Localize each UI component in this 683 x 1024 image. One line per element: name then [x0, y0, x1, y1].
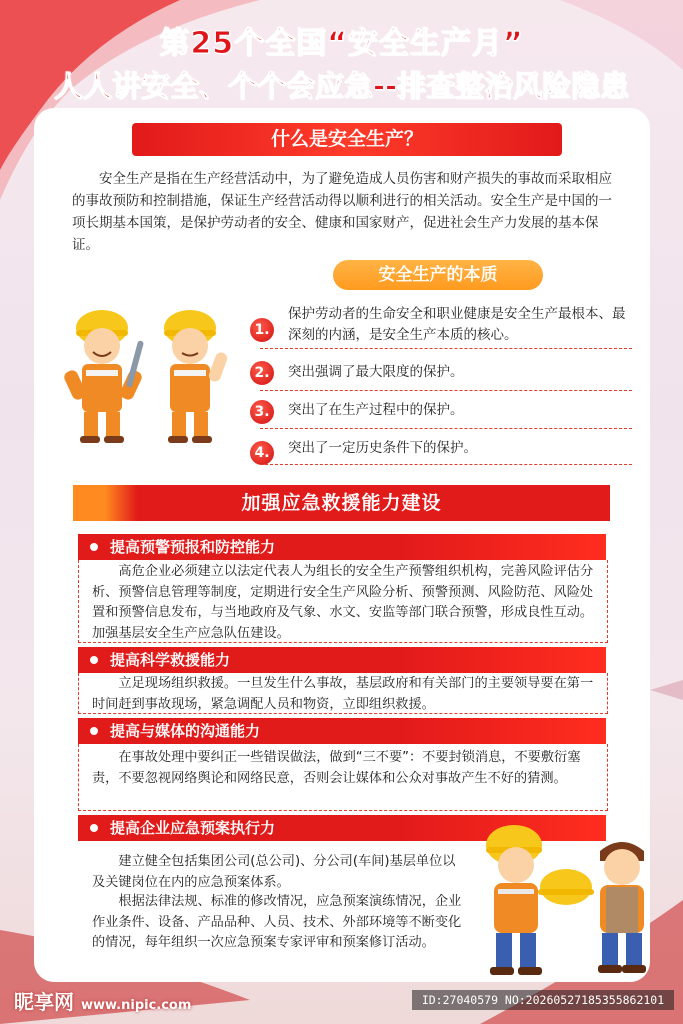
essence-number-1: 1.	[250, 318, 274, 342]
page-subtitle: 人人讲安全、个个会应急--排查整治风险隐患	[53, 69, 630, 103]
essence-number-3: 3.	[250, 400, 274, 424]
block-body-warning: 高危企业必须建立以法定代表人为组长的安全生产预警组织机构，完善风险评估分析、预警信息管理等制度，定期进行安全生产风险分析、预警预测、风险防范、风险处置和预警信息发布，与当地政府及气象、水文、安监等部门联合预警，形成良性互动。加强基层安全生产应急队伍建设。	[92, 564, 594, 641]
essence-heading: 安全生产的本质	[333, 260, 543, 290]
essence-number-4: 4.	[250, 441, 274, 465]
block-body-media: 在事故处理中要纠正一些错误做法，做到“三不要”：不要封锁消息，不要敷衍塞责，不要忽视网络舆论和网络民意，否则会让媒体和公众对事故产生不好的猜测。	[92, 750, 581, 786]
section-body-what-is-safety: 安全生产是指在生产经营活动中，为了避免造成人员伤害和财产损失的事故而采取相应的事故预防和控制措施，保证生产经营活动得以顺利进行的相关活动。安全生产是中国的一项长期基本国策，是保护劳动者的安全、健康和国家财产，促进社会生产力发展的基本保证。	[72, 171, 612, 253]
watermark-id: ID:27040579 NO:20260527185355862101	[412, 990, 674, 1010]
emergency-heading: 加强应急救援能力建设	[73, 485, 610, 521]
bullet-icon	[90, 727, 98, 735]
divider	[260, 348, 632, 349]
bullet-icon	[90, 824, 98, 832]
essence-item-2: 突出强调了最大限度的保护。	[288, 364, 464, 380]
divider	[260, 428, 632, 429]
page-title: 第25个全国“安全生产月”	[159, 26, 524, 61]
workers-illustration	[62, 300, 242, 445]
children-illustration	[472, 815, 657, 985]
block-heading-media: 提高与媒体的沟通能力	[78, 718, 606, 744]
block-body-plan: 建立健全包括集团公司(总公司)、分公司(车间)基层单位以及关键岗位在内的应急预案体系。	[92, 854, 456, 890]
block-heading-rescue: 提高科学救援能力	[78, 647, 606, 673]
block-body-rescue: 立足现场组织救援。一旦发生什么事故，基层政府和有关部门的主要领导要在第一时间赶到事故现场，紧急调配人员和物资，立即组织救援。	[92, 676, 594, 712]
essence-item-1: 保护劳动者的生命安全和职业健康是安全生产最根本、最深刻的内涵，是安全生产本质的核心。	[288, 306, 626, 343]
essence-item-3: 突出了在生产过程中的保护。	[288, 402, 464, 418]
bullet-icon	[90, 656, 98, 664]
block-body-plan-2: 根据法律法规、标准的修改情况，应急预案演练情况，企业作业条件、设备、产品品种、人员、技术、外部环境等不断变化的情况，每年组织一次应急预案专家评审和预案修订活动。	[92, 894, 462, 950]
bullet-icon	[90, 543, 98, 551]
essence-number-2: 2.	[250, 361, 274, 385]
block-heading-plan: 提高企业应急预案执行力	[78, 815, 606, 841]
divider	[260, 390, 632, 391]
block-heading-warning: 提高预警预报和防控能力	[78, 534, 606, 560]
section-heading-what-is-safety: 什么是安全生产？	[132, 123, 562, 156]
essence-item-4: 突出了一定历史条件下的保护。	[288, 440, 477, 456]
watermark-logo: 昵享网 www.nipic.com	[14, 990, 192, 1014]
divider	[260, 464, 632, 465]
